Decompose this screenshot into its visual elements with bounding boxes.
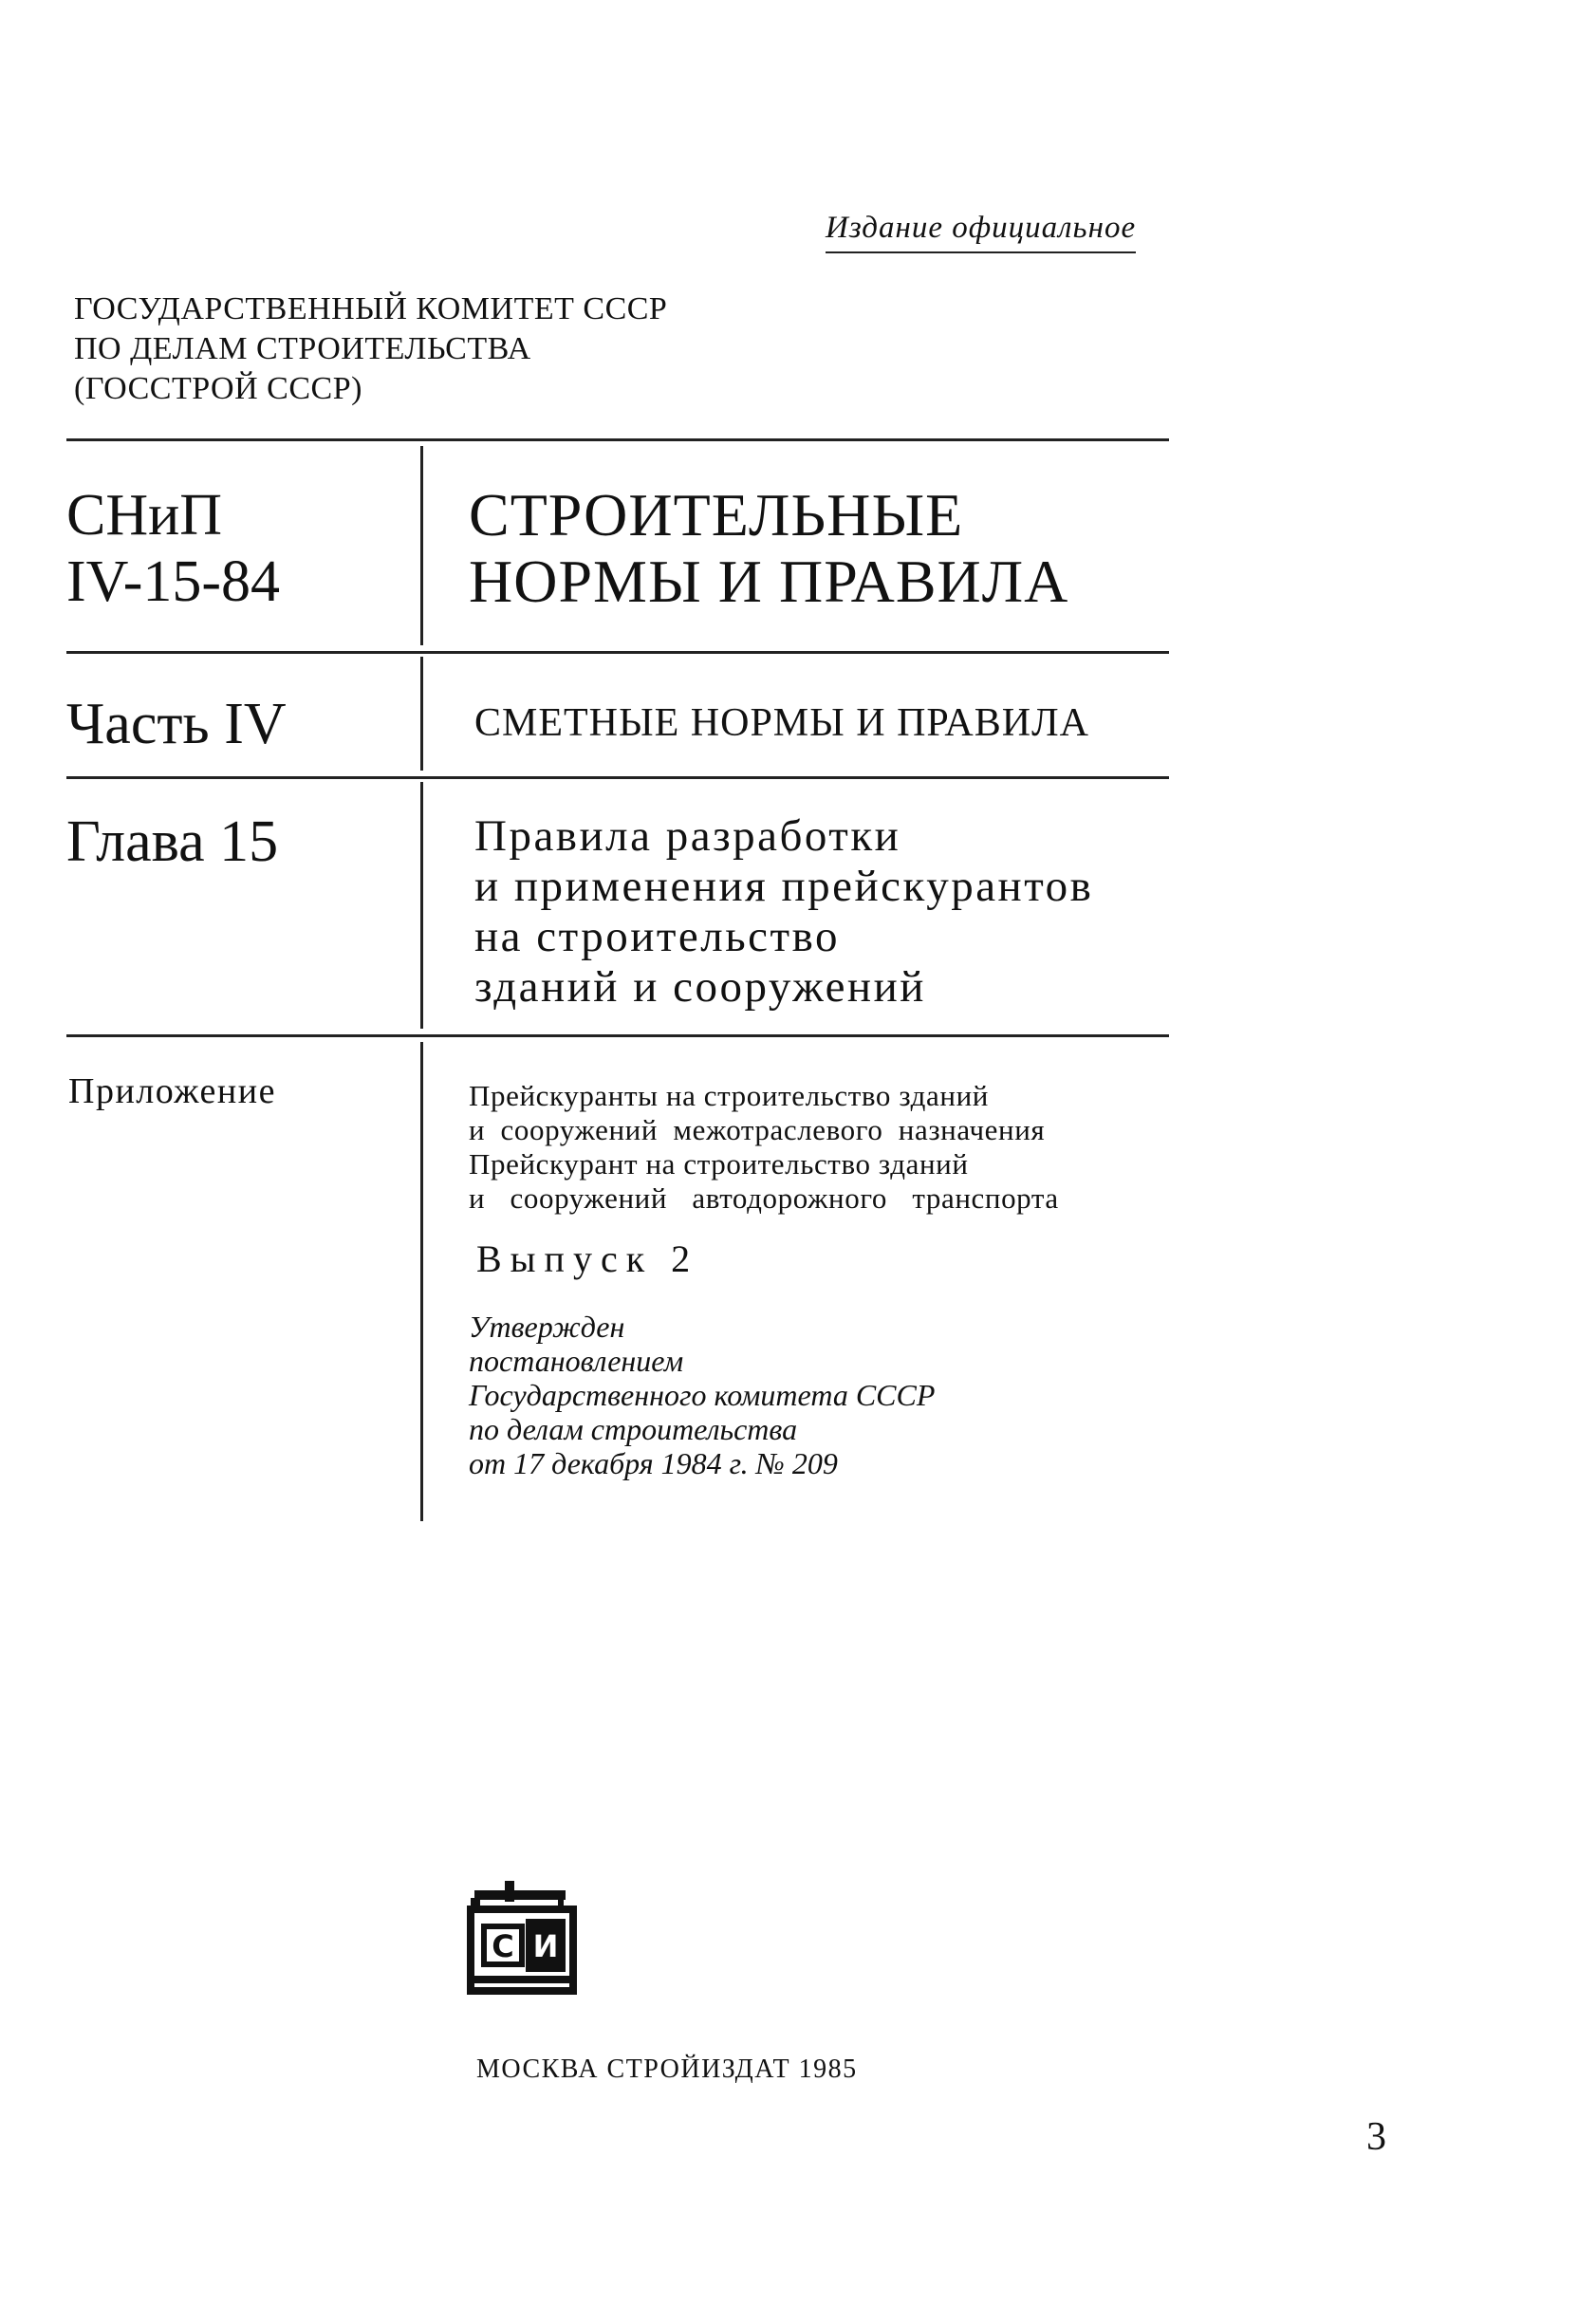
divider-part xyxy=(66,776,1169,779)
issue-number: Выпуск 2 xyxy=(476,1237,699,1280)
code-line: СНиП xyxy=(66,483,223,548)
column-divider xyxy=(420,446,423,645)
chapter-title-line: Правила разработки xyxy=(474,811,901,861)
approval-line: от 17 декабря 1984 г. № 209 xyxy=(469,1446,838,1480)
appendix-line: и сооружений межотраслевого назначения xyxy=(469,1113,1046,1146)
publisher-imprint: МОСКВА СТРОЙИЗДАТ 1985 xyxy=(476,2054,858,2084)
chapter-title xyxy=(474,811,1093,1013)
part-title: СМЕТНЫЕ НОРМЫ И ПРАВИЛА xyxy=(474,701,1089,745)
approval-line: постановлением xyxy=(469,1344,684,1378)
committee-line: (ГОССТРОЙ СССР) xyxy=(74,371,362,406)
logo-text-i: И xyxy=(532,1928,559,1964)
divider-top xyxy=(66,438,1169,441)
committee-line: ГОСУДАРСТВЕННЫЙ КОМИТЕТ СССР xyxy=(74,291,668,326)
appendix-line: Прейскурант на строительство зданий xyxy=(469,1147,969,1181)
code-line: IV-15-84 xyxy=(66,549,281,614)
chapter-title-line: зданий и сооружений xyxy=(474,962,926,1012)
approval-line: Государственного комитета СССР xyxy=(469,1378,936,1412)
divider-title xyxy=(66,651,1169,654)
chapter-title-line: и применения прейскурантов xyxy=(474,862,1094,911)
committee-name xyxy=(74,289,667,409)
appendix-line: Прейскуранты на строительство зданий xyxy=(469,1079,989,1112)
column-divider xyxy=(420,657,423,771)
divider-chapter xyxy=(66,1034,1169,1037)
appendix-line: и сооружений автодорожного транспорта xyxy=(469,1181,1059,1215)
committee-line: ПО ДЕЛАМ СТРОИТЕЛЬСТВА xyxy=(74,331,531,366)
document-title xyxy=(469,482,1068,615)
title-line: СТРОИТЕЛЬНЫЕ xyxy=(469,481,964,548)
chapter-label: Глава 15 xyxy=(66,809,279,874)
stroyizdat-logo-icon xyxy=(467,1881,585,1997)
column-divider xyxy=(420,1042,423,1521)
approval-line: Утвержден xyxy=(469,1310,625,1344)
title-line: НОРМЫ И ПРАВИЛА xyxy=(469,548,1069,615)
column-divider xyxy=(420,782,423,1029)
document-code xyxy=(66,482,280,615)
page-number: 3 xyxy=(1366,2115,1386,2159)
official-edition-label: Издание официальное xyxy=(826,211,1136,253)
appendix-label: Приложение xyxy=(68,1071,276,1111)
appendix-description xyxy=(469,1079,1059,1216)
approval-note xyxy=(469,1310,935,1480)
logo-text-c: С xyxy=(492,1928,514,1964)
approval-line: по делам строительства xyxy=(469,1412,798,1446)
chapter-title-line: на строительство xyxy=(474,912,840,961)
part-label: Часть IV xyxy=(66,692,287,756)
